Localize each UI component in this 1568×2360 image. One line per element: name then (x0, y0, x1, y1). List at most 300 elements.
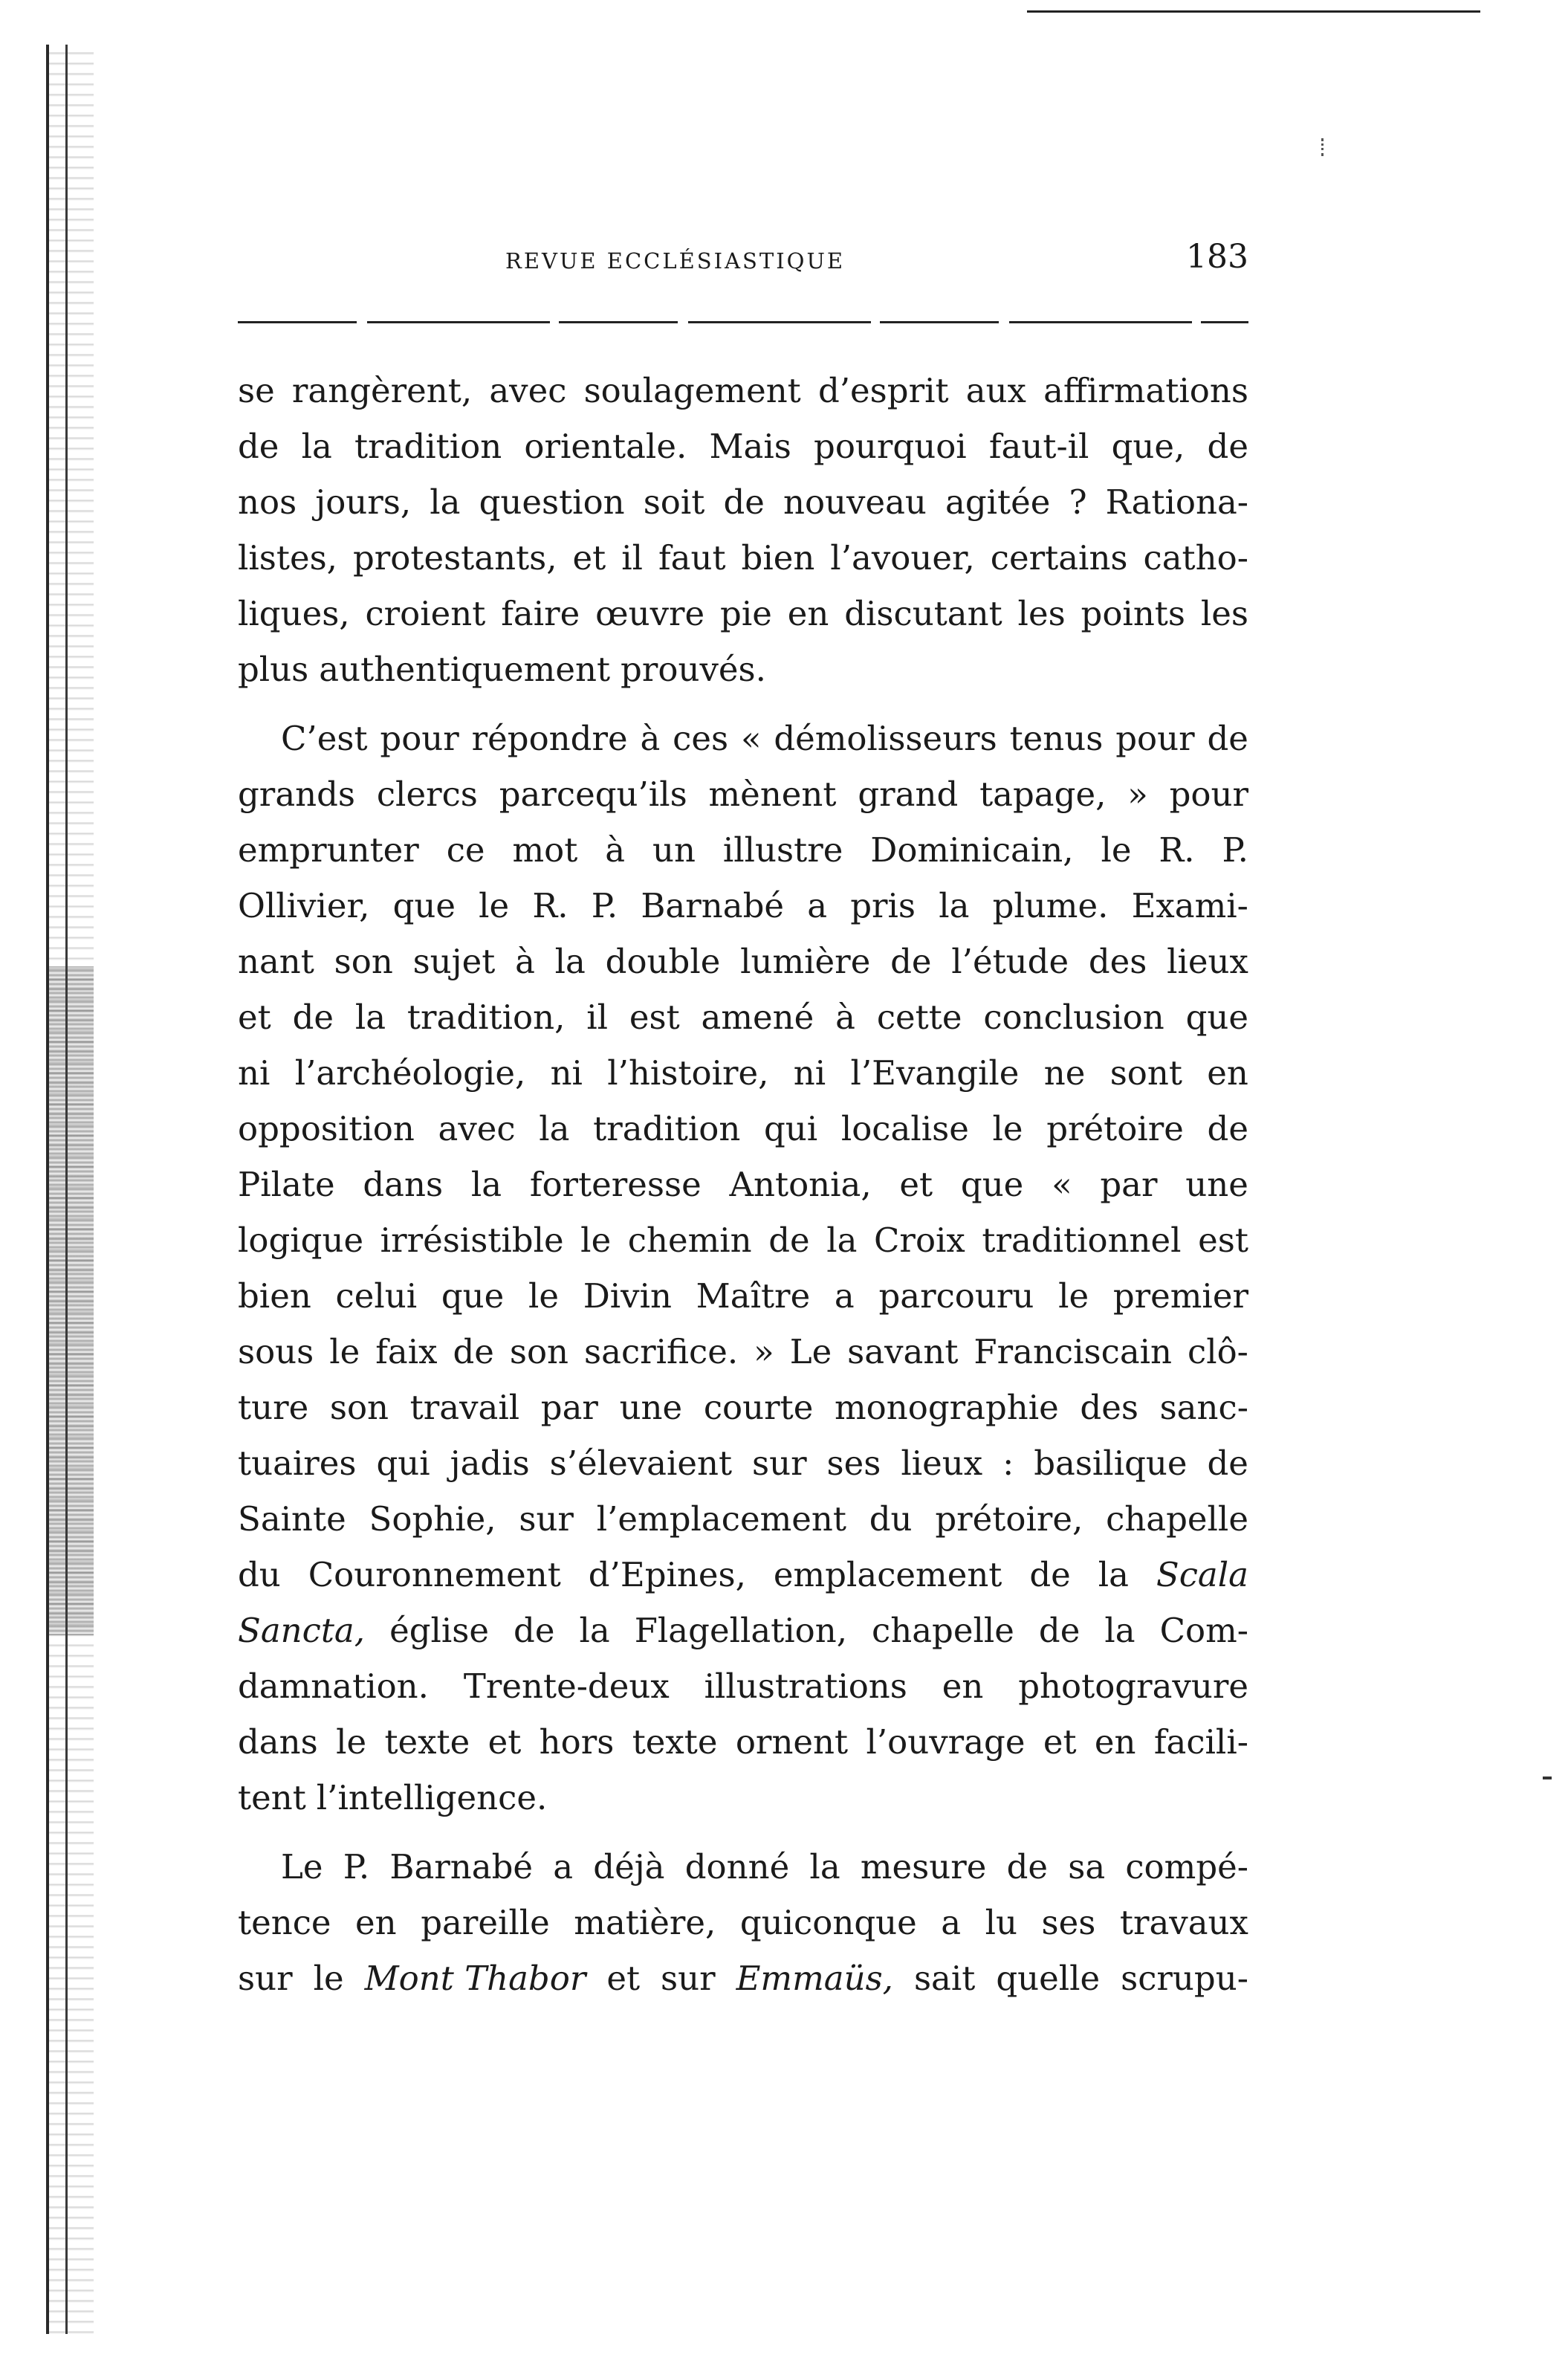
text-line (238, 1770, 1248, 1826)
text-line (238, 1839, 1248, 1895)
word: Trente-deux (463, 1666, 670, 1706)
word: à (835, 998, 855, 1037)
word: croient (365, 594, 486, 633)
word: pour (380, 719, 459, 758)
word: les (1017, 594, 1066, 633)
word: prétoire, (935, 1499, 1083, 1539)
word: lu (985, 1903, 1018, 1942)
word: la (539, 1109, 570, 1148)
word: en (787, 594, 829, 633)
text-line (238, 1658, 1248, 1714)
word: le (313, 1959, 344, 1998)
word: ? (1069, 482, 1087, 522)
word: R. (532, 886, 568, 925)
word: un (652, 830, 696, 870)
word: la (579, 1611, 610, 1650)
word: tuaires (238, 1444, 357, 1483)
word: Sophie, (369, 1499, 496, 1539)
word: traditionnel (982, 1221, 1182, 1260)
text-line (238, 934, 1248, 989)
paragraph (238, 363, 1248, 697)
word: faut (658, 538, 726, 578)
word: une (619, 1388, 683, 1427)
word: et (572, 538, 606, 578)
word: le (336, 1722, 367, 1762)
word: est (629, 998, 680, 1037)
word: sont (1109, 1053, 1182, 1093)
word: Ollivier, (238, 886, 370, 925)
word: œuvre (595, 594, 705, 633)
word: tenus (1009, 719, 1104, 758)
text-line (238, 1157, 1248, 1212)
word: son (509, 1332, 569, 1371)
word: le (580, 1221, 612, 1260)
text-line (238, 822, 1248, 878)
word: : (1002, 1444, 1014, 1483)
word: ni (550, 1053, 583, 1093)
word: et (1043, 1722, 1077, 1762)
word: la (939, 886, 970, 925)
word: l’archéologie, (294, 1053, 526, 1093)
word: l’ouvrage (866, 1722, 1026, 1762)
word: facili- (1153, 1722, 1248, 1762)
word: orientale. (524, 427, 687, 466)
word: damnation. (238, 1666, 429, 1706)
word: en (942, 1666, 984, 1706)
word: Sainte (238, 1499, 346, 1539)
word: la (430, 482, 461, 522)
word: chapelle (1106, 1499, 1248, 1539)
word: de (1038, 1611, 1081, 1650)
word: nouveau (783, 482, 927, 522)
word: Mais (709, 427, 791, 466)
word: ce (446, 830, 485, 870)
word: se (238, 371, 275, 410)
word: a (834, 1276, 855, 1316)
word: une (1185, 1165, 1248, 1204)
word: l’intelligence. (316, 1778, 548, 1817)
word: basilique (1034, 1444, 1188, 1483)
word: nos (238, 482, 297, 522)
word: que (392, 886, 456, 925)
word: la (554, 942, 586, 981)
word: tradition, (406, 998, 566, 1037)
binding-edge-noise-dense (49, 966, 94, 1635)
word: illustrations (704, 1666, 907, 1706)
text-line (238, 474, 1248, 530)
scan-top-rule (1027, 10, 1480, 13)
word: plume. (992, 886, 1109, 925)
word: ornent (735, 1722, 849, 1762)
text-line (238, 1714, 1248, 1770)
word: la (809, 1847, 840, 1887)
word: Divin (583, 1276, 672, 1316)
word: quelle (996, 1959, 1101, 1998)
word: faut-il (988, 427, 1089, 466)
word: est (1198, 1221, 1248, 1260)
word: jadis (450, 1444, 530, 1483)
word: courte (703, 1388, 814, 1427)
word: il (586, 998, 609, 1037)
word: le (992, 1109, 1023, 1148)
word: P. (1222, 830, 1248, 870)
word: Mont Thabor (364, 1959, 586, 1998)
word: avec (438, 1109, 516, 1148)
word: d’Epines, (588, 1555, 746, 1594)
word: dans (238, 1722, 318, 1762)
word: a (941, 1903, 962, 1942)
margin-mark-dots (1321, 138, 1326, 156)
text-line (238, 1101, 1248, 1157)
word: prétoire (1046, 1109, 1184, 1148)
word: clercs (376, 775, 478, 814)
word: matière, (574, 1903, 716, 1942)
word: sacrifice. (584, 1332, 739, 1371)
word: dans (363, 1165, 444, 1204)
word: pie (720, 594, 772, 633)
word: l’emplacement (596, 1499, 846, 1539)
word: sanc- (1159, 1388, 1248, 1427)
text-line (238, 641, 1248, 697)
word: texte (632, 1722, 718, 1762)
text-line (238, 1603, 1248, 1658)
word: et (238, 998, 271, 1037)
word: de (292, 998, 334, 1037)
word: de (890, 942, 932, 981)
word: que (960, 1165, 1024, 1204)
text-line (238, 711, 1248, 766)
word: et (899, 1165, 933, 1204)
word: conclusion (983, 998, 1164, 1037)
word: illustre (722, 830, 843, 870)
word: déjà (593, 1847, 665, 1887)
word: de (1207, 719, 1248, 758)
text-line (238, 1435, 1248, 1491)
text-line (238, 418, 1248, 474)
text-line (238, 989, 1248, 1045)
word: Scala (1156, 1555, 1248, 1594)
word: sujet (412, 942, 496, 981)
word: démolisseurs (774, 719, 997, 758)
word: son (334, 942, 393, 981)
word: certains (990, 538, 1128, 578)
word: P. (343, 1847, 370, 1887)
word: des (1080, 1388, 1138, 1427)
word: Flagellation, (634, 1611, 848, 1650)
word: ture (238, 1388, 309, 1427)
word: listes, (238, 538, 337, 578)
word: forteresse (529, 1165, 702, 1204)
word: les (1200, 594, 1248, 633)
word: ces (673, 719, 729, 758)
word: son (329, 1388, 389, 1427)
word: faix (375, 1332, 438, 1371)
word: question (479, 482, 625, 522)
word: et (606, 1959, 641, 1998)
word: le (479, 886, 510, 925)
word: sait (913, 1959, 976, 1998)
word: par (540, 1388, 598, 1427)
word: prouvés. (621, 650, 766, 689)
word: de (1006, 1847, 1049, 1887)
word: il (621, 538, 644, 578)
word: s’élevaient (549, 1444, 733, 1483)
word: le (528, 1276, 559, 1316)
word: scrupu- (1121, 1959, 1248, 1998)
word: Couronnement (308, 1555, 561, 1594)
word: » (1127, 775, 1148, 814)
word: travaux (1119, 1903, 1248, 1942)
word: ne (1043, 1053, 1086, 1093)
word: « (740, 719, 762, 758)
paragraph-gap (238, 697, 1248, 711)
word: opposition (238, 1109, 415, 1148)
word: grands (238, 775, 356, 814)
header-rule (238, 321, 1248, 323)
word: chapelle (872, 1611, 1014, 1650)
word: que, (1111, 427, 1185, 466)
word: hors (539, 1722, 615, 1762)
word: sa (1068, 1847, 1106, 1887)
word: la (301, 427, 332, 466)
word: Maître (696, 1276, 811, 1316)
word: à (605, 830, 626, 870)
word: de (1207, 427, 1248, 466)
word: de (723, 482, 765, 522)
word: agitée (945, 482, 1051, 522)
word: mènent (708, 775, 837, 814)
word: qui (763, 1109, 818, 1148)
word: de (1207, 1444, 1248, 1483)
word: que (1185, 998, 1248, 1037)
word: ni (238, 1053, 270, 1093)
word: l’avouer, (830, 538, 975, 578)
word: pareille (421, 1903, 550, 1942)
text-line (238, 1950, 1248, 2006)
word: ni (793, 1053, 826, 1093)
word: la (826, 1221, 858, 1260)
word: Barnabé (641, 886, 785, 925)
word: Pilate (238, 1165, 335, 1204)
word: de (1207, 1109, 1248, 1148)
page-number: 183 (1186, 238, 1248, 276)
word: du (869, 1499, 913, 1539)
text-line (238, 1268, 1248, 1324)
word: emplacement (773, 1555, 1002, 1594)
word: tradition (593, 1109, 741, 1148)
word: grand (858, 775, 959, 814)
word: parcequ’ils (499, 775, 687, 814)
text-line (238, 1895, 1248, 1950)
word: que (441, 1276, 505, 1316)
word: Le (789, 1332, 832, 1371)
word: église (389, 1611, 490, 1650)
word: le (1101, 830, 1132, 870)
word: jours, (315, 482, 412, 522)
word: des (1088, 942, 1147, 981)
text-line (238, 363, 1248, 418)
text-line (238, 1212, 1248, 1268)
running-head (238, 238, 1248, 282)
word: localise (840, 1109, 969, 1148)
word: Rationa- (1105, 482, 1248, 522)
text-line (238, 1045, 1248, 1101)
word: répondre (471, 719, 628, 758)
word: de (453, 1332, 494, 1371)
word: tent (238, 1778, 306, 1817)
paragraph (238, 1839, 1248, 2006)
word: Antonia, (729, 1165, 872, 1204)
word: à (515, 942, 535, 981)
word: quiconque (739, 1903, 917, 1942)
word: faire (501, 594, 580, 633)
word: la (1098, 1555, 1129, 1594)
word: Le (281, 1847, 323, 1887)
word: Emmaüs, (736, 1959, 893, 1998)
running-title: REVUE ECCLÉSIASTIQUE (505, 248, 846, 274)
word: sur (238, 1959, 293, 1998)
text-line (238, 1491, 1248, 1547)
word: de (514, 1611, 555, 1650)
word: texte (384, 1722, 470, 1762)
word: emprunter (238, 830, 419, 870)
word: pour (1169, 775, 1248, 814)
word: amené (701, 998, 814, 1037)
word: premier (1112, 1276, 1248, 1316)
word: chemin (627, 1221, 752, 1260)
paragraph (238, 711, 1248, 1826)
word: celui (335, 1276, 418, 1316)
word: l’étude (951, 942, 1069, 981)
word: qui (376, 1444, 430, 1483)
word: la (354, 998, 386, 1037)
margin-mark-dash (1543, 1777, 1552, 1779)
word: le (1058, 1276, 1089, 1316)
word: bien (238, 1276, 311, 1316)
word: a (807, 886, 828, 925)
word: mot (512, 830, 578, 870)
word: de (238, 427, 279, 466)
word: Exami- (1131, 886, 1248, 925)
text-line (238, 766, 1248, 822)
word: plus (238, 650, 309, 689)
word: Croix (874, 1221, 965, 1260)
word: donné (684, 1847, 790, 1887)
word: sur (752, 1444, 807, 1483)
word: sur (519, 1499, 574, 1539)
word: monographie (834, 1388, 1059, 1427)
word: en (355, 1903, 397, 1942)
word: tence (238, 1903, 331, 1942)
word: la (470, 1165, 502, 1204)
word: protestants, (352, 538, 557, 578)
word: R. (1159, 830, 1195, 870)
text-line (238, 530, 1248, 586)
word: catho- (1143, 538, 1248, 578)
text-line (238, 878, 1248, 934)
word: pris (850, 886, 916, 925)
word: en (1094, 1722, 1136, 1762)
word: avec (489, 371, 567, 410)
text-line (238, 1324, 1248, 1380)
word: C’est (281, 719, 368, 758)
text-line (238, 1380, 1248, 1435)
word: « (1052, 1165, 1072, 1204)
word: par (1100, 1165, 1158, 1204)
word: lieux (901, 1444, 983, 1483)
word: Sancta, (238, 1611, 366, 1650)
word: en (1207, 1053, 1248, 1093)
text-line (238, 586, 1248, 641)
word: ses (826, 1444, 881, 1483)
word: nant (238, 942, 314, 981)
word: Com- (1159, 1611, 1248, 1650)
word: discutant (844, 594, 1002, 633)
word: à (640, 719, 661, 758)
word: l’Evangile (850, 1053, 1020, 1093)
word: pour (1115, 719, 1195, 758)
paragraph-gap (238, 1826, 1248, 1839)
text-line (238, 1547, 1248, 1603)
word: rangèrent, (291, 371, 473, 410)
word: affirmations (1043, 371, 1248, 410)
word: ses (1041, 1903, 1096, 1942)
word: a (553, 1847, 574, 1887)
word: soit (643, 482, 705, 522)
word: pourquoi (814, 427, 967, 466)
word: la (1104, 1611, 1135, 1650)
word: lieux (1167, 942, 1248, 981)
word: clô- (1188, 1332, 1248, 1371)
word: d’esprit (817, 371, 949, 410)
word: et (487, 1722, 522, 1762)
word: logique (238, 1221, 364, 1260)
word: bien (741, 538, 815, 578)
word: Dominicain, (870, 830, 1074, 870)
word: aux (965, 371, 1026, 410)
word: photogravure (1018, 1666, 1248, 1706)
word: lumière (740, 942, 871, 981)
word: compé- (1125, 1847, 1248, 1887)
word: Barnabé (389, 1847, 534, 1887)
binding-edge-line-inner (65, 45, 68, 2334)
word: tapage, (979, 775, 1107, 814)
word: irrésistible (380, 1221, 564, 1260)
word: Franciscain (973, 1332, 1173, 1371)
word: double (605, 942, 721, 981)
word: de (1029, 1555, 1071, 1594)
word: sous (238, 1332, 314, 1371)
word: savant (847, 1332, 959, 1371)
word: tradition (354, 427, 502, 466)
word: le (329, 1332, 360, 1371)
word: P. (591, 886, 618, 925)
word: sur (661, 1959, 716, 1998)
word: cette (876, 998, 962, 1037)
word: parcouru (878, 1276, 1034, 1316)
word: points (1081, 594, 1185, 633)
word: du (238, 1555, 281, 1594)
word: authentiquement (319, 650, 611, 689)
word: de (768, 1221, 810, 1260)
word: liques, (238, 594, 350, 633)
word: soulagement (583, 371, 801, 410)
word: l’histoire, (607, 1053, 769, 1093)
word: » (754, 1332, 774, 1371)
body-text (238, 363, 1248, 2006)
word: travail (409, 1388, 520, 1427)
word: mesure (860, 1847, 987, 1887)
